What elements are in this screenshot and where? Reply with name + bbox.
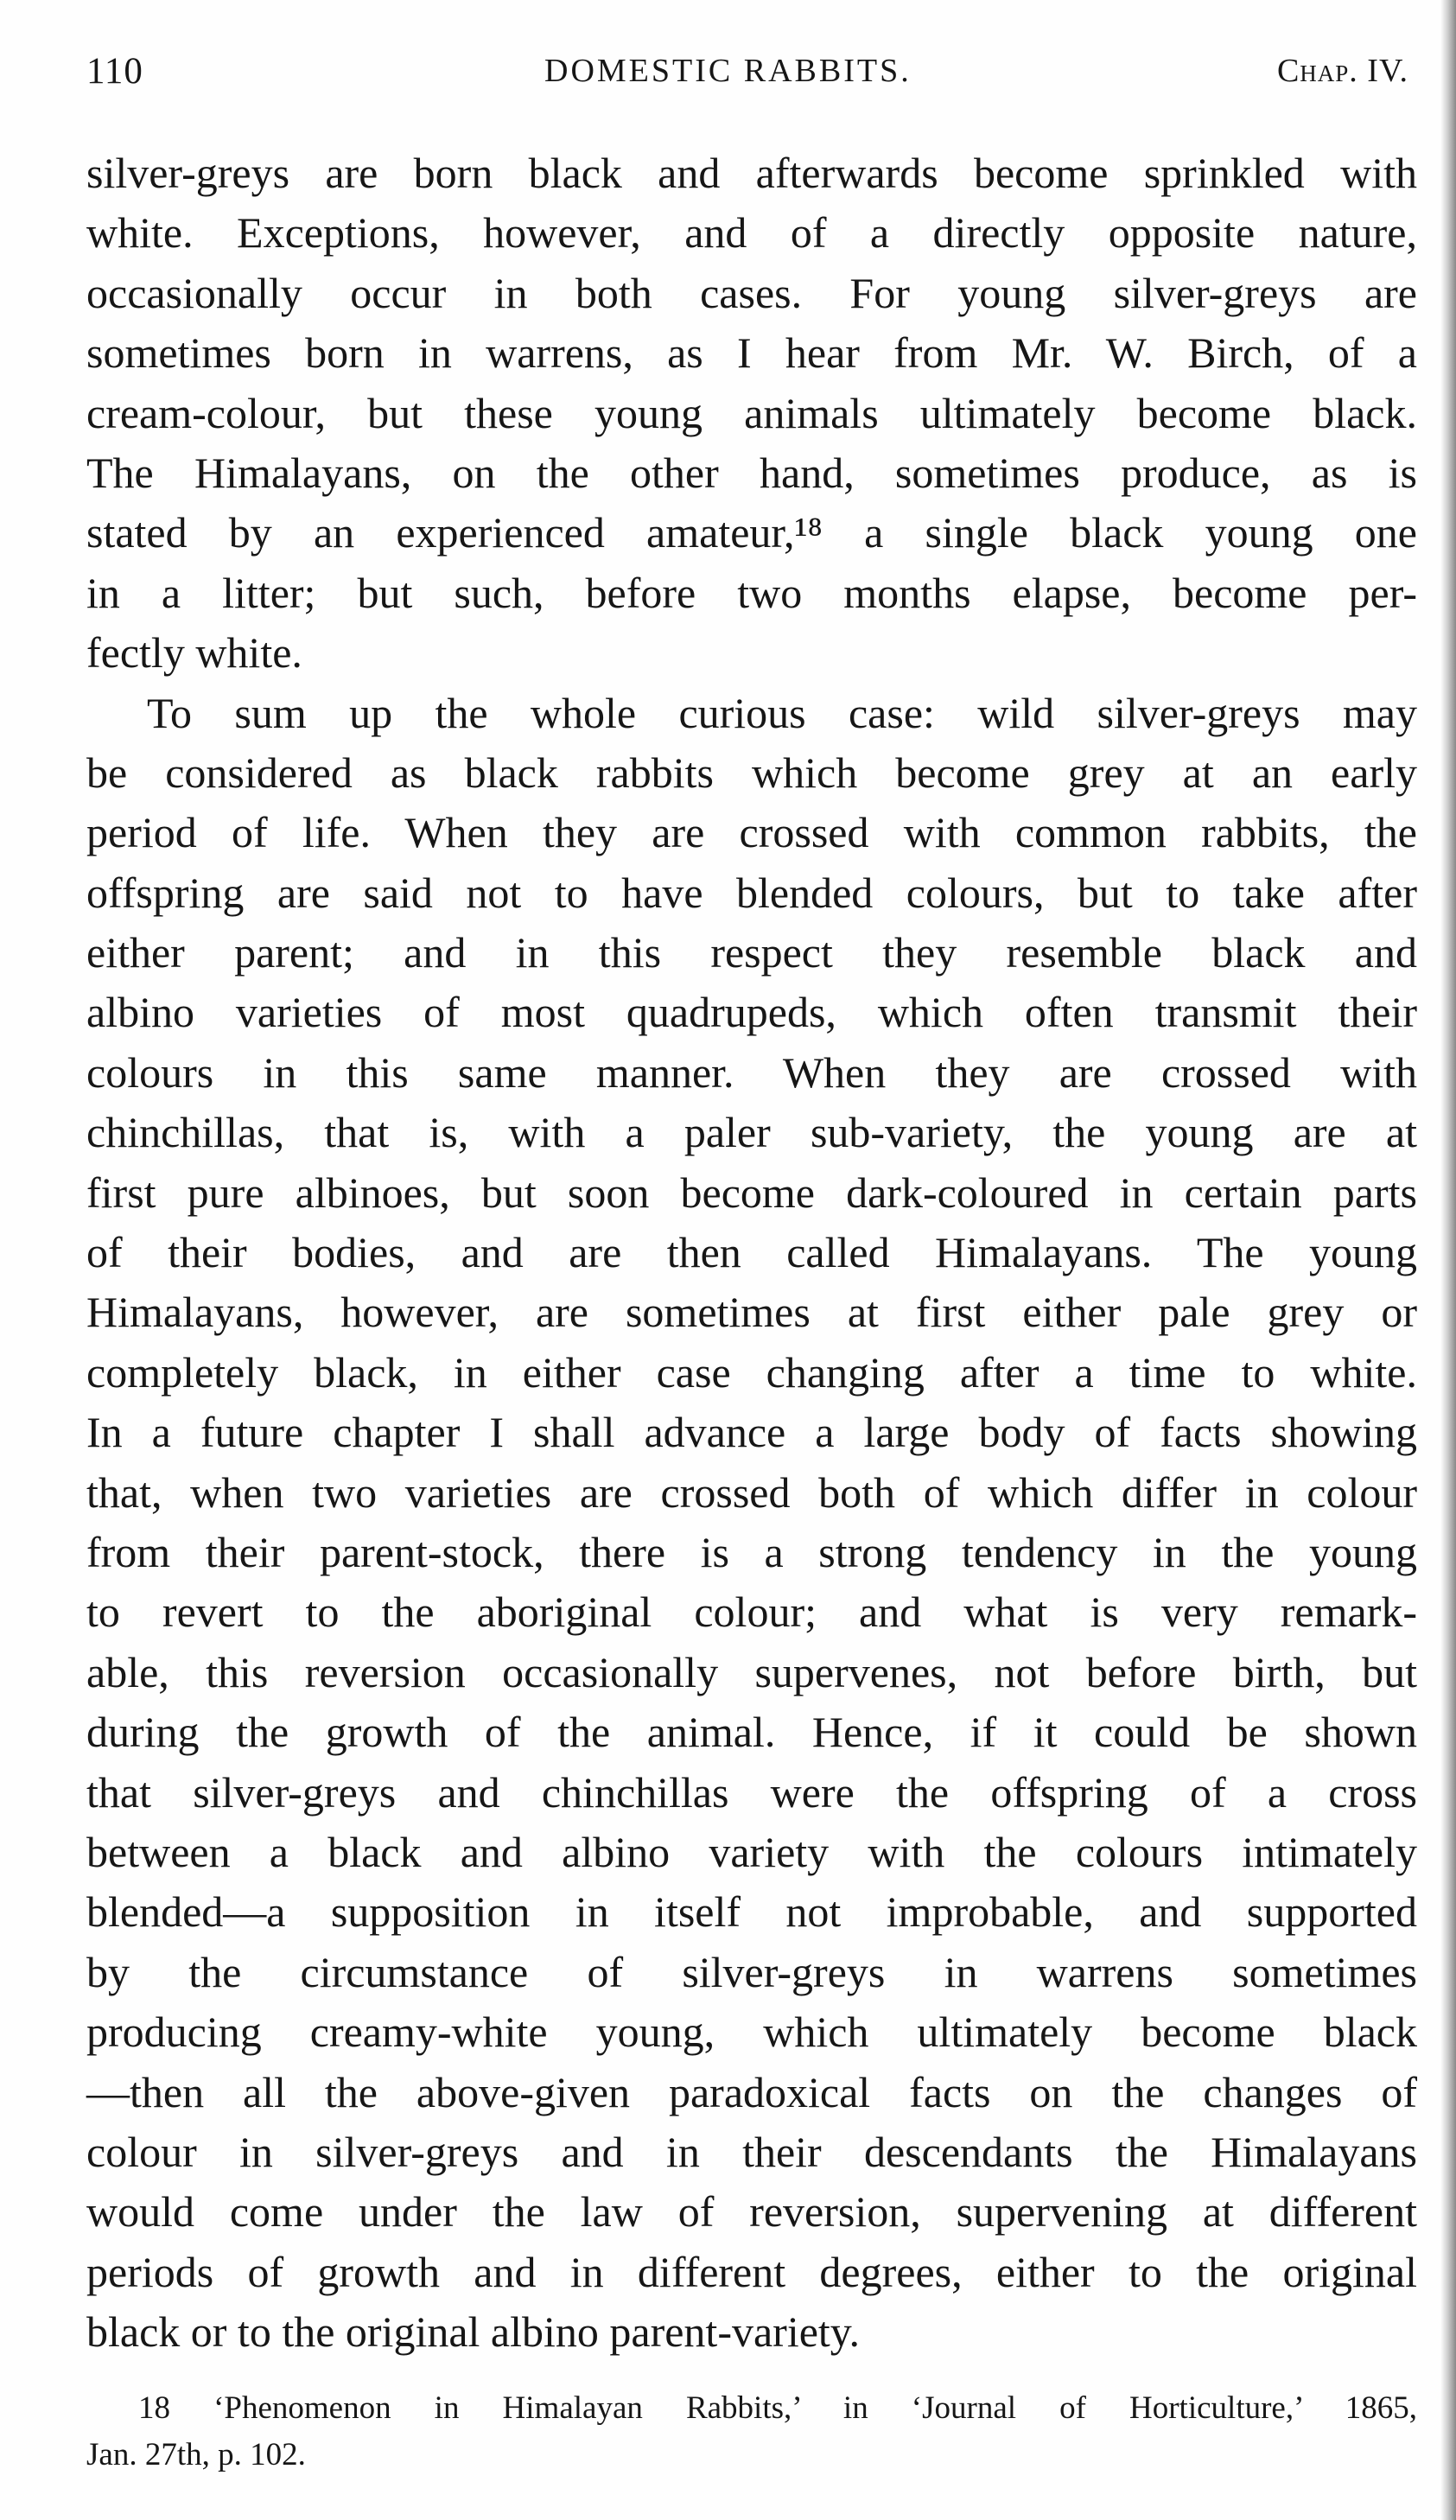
text-line: cream-colour, but these young animals ultimately become black.	[86, 388, 1417, 437]
text-line: during the growth of the animal. Hence, if it could be shown	[86, 1708, 1417, 1757]
text-line: silver-greys are born black and afterwards become sprinkled with	[86, 149, 1417, 197]
text-line: from their parent-stock, there is a strong tendency in the young	[86, 1527, 1417, 1576]
text-line: between a black and albino variety with the colours intimately	[86, 1827, 1417, 1876]
text-line: that silver-greys and chinchillas were the offspring of a cross	[86, 1767, 1417, 1817]
text-line: albino varieties of most quadrupeds, which often transmit their	[86, 988, 1417, 1037]
text-line: colour in silver-greys and in their descendants the Himalayans	[86, 2127, 1417, 2176]
text-line: chinchillas, that is, with a paler sub-variety, the young are at	[86, 1108, 1417, 1157]
running-head	[86, 50, 1408, 102]
text-line: that, when two varieties are crossed both of which differ in colour	[86, 1467, 1417, 1517]
text-line: be considered as black rabbits which become grey at an early	[86, 748, 1417, 797]
text-line: would come under the law of reversion, supervening at different	[86, 2187, 1417, 2237]
text-line: periods of growth and in different degrees, either to the original	[86, 2247, 1417, 2296]
text-line: first pure albinoes, but soon become dark-coloured in certain parts	[86, 1168, 1417, 1217]
footnote-line: 18 ‘Phenomenon in Himalayan Rabbits,’ in ‘Journal of Horticulture,’ 1865,	[138, 2390, 1417, 2426]
text-line: able, this reversion occasionally supervenes, not before birth, but	[86, 1647, 1417, 1696]
text-line: black or to the original albino parent-variety.	[86, 2307, 861, 2357]
text-line: to revert to the aboriginal colour; and what is very remark-	[86, 1588, 1417, 1637]
text-line: Himalayans, however, are sometimes at first either pale grey or	[86, 1288, 1417, 1337]
text-line: in a litter; but such, before two months elapse, become per-	[86, 568, 1417, 617]
page-number: 110	[86, 51, 143, 92]
footnote	[86, 2385, 1417, 2479]
text-line: of their bodies, and are then called Himalayans. The young	[86, 1228, 1417, 1277]
text-line: —then all the above-given paradoxical facts on the changes of	[86, 2067, 1417, 2116]
text-line: completely black, in either case changing after a time to white.	[86, 1347, 1417, 1397]
text-line: The Himalayans, on the other hand, sometimes produce, as is	[86, 448, 1417, 497]
text-line: producing creamy-white young, which ultimately become black	[86, 2008, 1417, 2057]
text-line: stated by an experienced amateur,¹⁸ a single black young one	[86, 508, 1417, 557]
paragraph-start-line: To sum up the whole curious case: wild silver-greys may	[147, 688, 1417, 737]
binding-shadow	[1440, 0, 1456, 2520]
running-title: DOMESTIC RABBITS.	[544, 53, 912, 89]
text-line: blended—a supposition in itself not improbable, and supported	[86, 1887, 1417, 1937]
text-line: occasionally occur in both cases. For young silver-greys are	[86, 268, 1417, 317]
text-line: fectly white.	[86, 628, 302, 678]
text-line: either parent; and in this respect they resemble black and	[86, 928, 1417, 977]
body-text	[86, 143, 1417, 2362]
footnote-line: Jan. 27th, p. 102.	[86, 2437, 306, 2472]
text-line: by the circumstance of silver-greys in warrens sometimes	[86, 1947, 1417, 1996]
text-line: white. Exceptions, however, and of a directly opposite nature,	[86, 208, 1417, 258]
text-line: offspring are said not to have blended colours, but to take after	[86, 868, 1417, 917]
text-line: colours in this same manner. When they are crossed with	[86, 1047, 1417, 1097]
text-line: period of life. When they are crossed with common rabbits, the	[86, 808, 1417, 857]
text-line: In a future chapter I shall advance a large body of facts showing	[86, 1408, 1417, 1457]
chapter-label: Chap. IV.	[1276, 53, 1408, 89]
text-line: sometimes born in warrens, as I hear from Mr. W. Birch, of a	[86, 328, 1417, 378]
